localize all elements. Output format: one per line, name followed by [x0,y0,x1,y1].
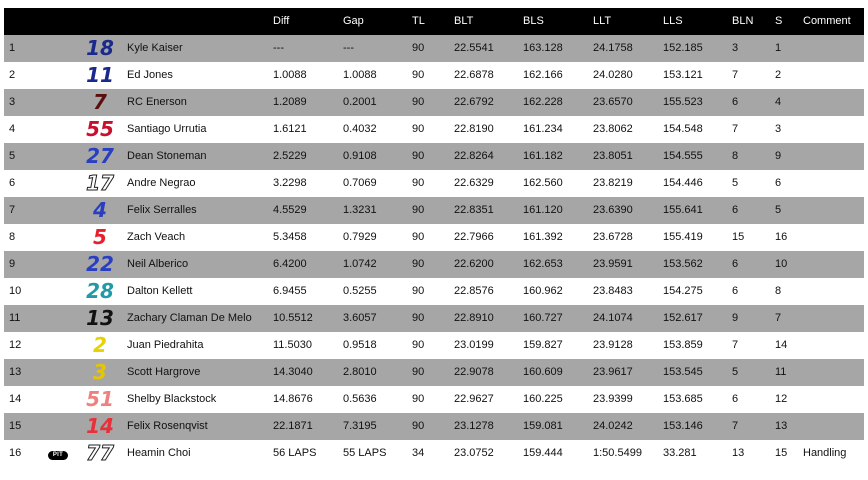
table-row[interactable] [4,278,864,305]
start-position: 11 [775,366,787,378]
diff: 2.5229 [273,150,307,162]
driver-name[interactable]: Felix Rosenqvist [127,420,208,432]
pit-cell [48,359,72,386]
position: 5 [9,150,16,162]
driver-name[interactable]: Neil Alberico [127,258,189,270]
diff: 1.0088 [273,69,307,81]
best-lap-number: 6 [732,285,739,297]
diff: 5.3458 [273,231,307,243]
best-lap-number: 3 [732,42,739,54]
driver-name[interactable]: Zach Veach [127,231,186,243]
driver-name[interactable]: Santiago Urrutia [127,123,207,135]
best-lap-speed: 161.234 [523,123,563,135]
table-row[interactable] [4,386,864,413]
header-s: S [775,15,783,27]
start-position: 4 [775,96,782,108]
diff: 22.1871 [273,420,313,432]
gap: 7.3195 [343,420,377,432]
gap: 2.8010 [343,366,377,378]
total-laps: 90 [412,123,425,135]
total-laps: 90 [412,393,425,405]
timing-table [4,8,864,467]
total-laps: 90 [412,366,425,378]
driver-name[interactable]: Zachary Claman De Melo [127,312,252,324]
last-lap-speed: 153.146 [663,420,703,432]
best-lap-time: 22.7966 [454,231,494,243]
diff: 10.5512 [273,312,313,324]
last-lap-time: 24.0280 [593,69,633,81]
last-lap-time: 1:50.5499 [593,447,642,459]
best-lap-number: 6 [732,393,739,405]
best-lap-speed: 160.609 [523,366,563,378]
driver-name[interactable]: Felix Serralles [127,204,197,216]
gap: 0.5636 [343,393,377,405]
header-num [78,8,122,35]
position: 1 [9,42,16,54]
last-lap-speed: 154.275 [663,285,703,297]
pit-cell [48,62,72,89]
car-number-logo: 17 [86,171,114,195]
total-laps: 90 [412,258,425,270]
header-tl: TL [412,15,425,27]
best-lap-time: 22.9078 [454,366,494,378]
diff: --- [273,42,284,54]
last-lap-speed: 154.555 [663,150,703,162]
pit-cell [48,89,72,116]
total-laps: 34 [412,447,425,459]
total-laps: 90 [412,285,425,297]
position: 8 [9,231,16,243]
car-number-logo: 27 [86,144,114,168]
last-lap-speed: 155.419 [663,231,703,243]
car-number-logo: 2 [93,333,107,357]
header-comment: Comment [803,15,851,27]
last-lap-speed: 152.617 [663,312,703,324]
position: 13 [9,366,22,378]
diff: 3.2298 [273,177,307,189]
pit-cell [48,332,72,359]
last-lap-speed: 153.121 [663,69,703,81]
pit-badge-icon: PIT [48,451,68,460]
best-lap-speed: 162.560 [523,177,563,189]
start-position: 15 [775,447,788,459]
gap: 0.9108 [343,150,377,162]
best-lap-time: 22.6878 [454,69,494,81]
best-lap-time: 22.9627 [454,393,494,405]
best-lap-number: 13 [732,447,745,459]
last-lap-speed: 154.446 [663,177,703,189]
position: 16 [9,447,22,459]
driver-name[interactable]: Juan Piedrahita [127,339,204,351]
table-row[interactable] [4,170,864,197]
best-lap-speed: 161.182 [523,150,563,162]
best-lap-time: 22.8351 [454,204,494,216]
best-lap-speed: 161.120 [523,204,563,216]
pit-cell [48,170,72,197]
position: 9 [9,258,16,270]
table-row[interactable] [4,224,864,251]
driver-name[interactable]: Heamin Choi [127,447,191,459]
last-lap-speed: 153.685 [663,393,703,405]
best-lap-time: 22.6792 [454,96,494,108]
best-lap-speed: 159.081 [523,420,563,432]
diff: 1.6121 [273,123,307,135]
car-number-logo: 18 [86,36,114,60]
last-lap-speed: 155.523 [663,96,703,108]
pit-cell [48,440,72,467]
table-body [4,35,864,467]
car-number-logo: 7 [93,90,107,114]
last-lap-time: 23.9591 [593,258,633,270]
gap: 1.3231 [343,204,377,216]
best-lap-time: 22.8576 [454,285,494,297]
total-laps: 90 [412,177,425,189]
table-row[interactable] [4,116,864,143]
car-number-logo: 55 [86,117,114,141]
best-lap-number: 6 [732,204,739,216]
header-gap: Gap [343,15,364,27]
car-number-logo: 77 [86,441,114,465]
best-lap-speed: 160.962 [523,285,563,297]
best-lap-number: 5 [732,366,739,378]
diff: 1.2089 [273,96,307,108]
best-lap-time: 22.5541 [454,42,494,54]
car-number-logo: 5 [93,225,107,249]
total-laps: 90 [412,312,425,324]
last-lap-time: 23.9617 [593,366,633,378]
table-row[interactable] [4,251,864,278]
diff: 4.5529 [273,204,307,216]
best-lap-time: 22.6329 [454,177,494,189]
pit-cell [48,116,72,143]
best-lap-number: 5 [732,177,739,189]
gap: 1.0742 [343,258,377,270]
best-lap-time: 22.8190 [454,123,494,135]
pit-cell [48,35,72,62]
start-position: 12 [775,393,788,405]
gap: 0.7069 [343,177,377,189]
best-lap-speed: 162.653 [523,258,563,270]
table-row[interactable] [4,359,864,386]
best-lap-time: 22.6200 [454,258,494,270]
table-row[interactable] [4,143,864,170]
driver-name[interactable]: Andre Negrao [127,177,196,189]
gap: 0.4032 [343,123,377,135]
gap: 0.7929 [343,231,377,243]
table-row[interactable] [4,440,864,467]
last-lap-time: 23.6570 [593,96,633,108]
position: 14 [9,393,22,405]
start-position: 8 [775,285,782,297]
start-position: 1 [775,42,782,54]
header-blt: BLT [454,15,474,27]
best-lap-number: 6 [732,258,739,270]
table-header [4,8,864,35]
best-lap-time: 23.0752 [454,447,494,459]
diff: 6.9455 [273,285,307,297]
driver-name[interactable]: Shelby Blackstock [127,393,217,405]
total-laps: 90 [412,96,425,108]
table-row[interactable] [4,62,864,89]
diff: 11.5030 [273,339,312,351]
last-lap-time: 24.1074 [593,312,633,324]
table-row[interactable] [4,197,864,224]
best-lap-number: 9 [732,312,739,324]
gap: 1.0088 [343,69,377,81]
best-lap-time: 23.0199 [454,339,494,351]
last-lap-speed: 153.859 [663,339,703,351]
car-number-logo: 3 [93,360,107,384]
start-position: 6 [775,177,782,189]
best-lap-time: 22.8264 [454,150,494,162]
last-lap-time: 24.1758 [593,42,633,54]
pit-cell [48,251,72,278]
start-position: 10 [775,258,788,270]
table-row[interactable] [4,413,864,440]
start-position: 5 [775,204,782,216]
gap: 0.2001 [343,96,377,108]
table-row[interactable] [4,89,864,116]
last-lap-time: 24.0242 [593,420,633,432]
diff: 14.3040 [273,366,313,378]
pit-cell [48,224,72,251]
start-position: 13 [775,420,788,432]
best-lap-number: 7 [732,420,739,432]
total-laps: 90 [412,339,425,351]
pit-cell [48,305,72,332]
position: 2 [9,69,16,81]
start-position: 3 [775,123,782,135]
driver-name[interactable]: RC Enerson [127,96,187,108]
best-lap-speed: 162.228 [523,96,563,108]
position: 6 [9,177,16,189]
pit-cell [48,197,72,224]
best-lap-number: 7 [732,123,739,135]
table-row[interactable] [4,305,864,332]
last-lap-speed: 153.562 [663,258,703,270]
best-lap-speed: 159.444 [523,447,563,459]
start-position: 2 [775,69,782,81]
best-lap-speed: 163.128 [523,42,563,54]
gap: 0.9518 [343,339,377,351]
best-lap-number: 7 [732,69,739,81]
car-number-logo: 51 [86,387,114,411]
gap: 55 LAPS [343,447,387,459]
driver-name[interactable]: Dalton Kellett [127,285,193,297]
position: 12 [9,339,22,351]
position: 10 [9,285,22,297]
position: 4 [9,123,16,135]
header-llt: LLT [593,15,612,27]
start-position: 9 [775,150,782,162]
total-laps: 90 [412,69,425,81]
pit-cell [48,278,72,305]
car-number-logo: 4 [93,198,107,222]
header-diff: Diff [273,15,290,27]
position: 3 [9,96,16,108]
total-laps: 90 [412,204,425,216]
car-number-logo: 13 [86,306,114,330]
last-lap-time: 23.8051 [593,150,633,162]
table-row[interactable] [4,332,864,359]
position: 15 [9,420,22,432]
header-bls: BLS [523,15,544,27]
last-lap-speed: 154.548 [663,123,703,135]
comment: Handling [803,447,847,459]
best-lap-speed: 161.392 [523,231,563,243]
driver-name[interactable]: Dean Stoneman [127,150,207,162]
driver-name[interactable]: Scott Hargrove [127,366,201,378]
last-lap-speed: 33.281 [663,447,697,459]
start-position: 16 [775,231,788,243]
position: 11 [9,312,21,324]
best-lap-time: 22.8910 [454,312,494,324]
last-lap-speed: 155.641 [663,204,703,216]
car-number-logo: 28 [86,279,114,303]
best-lap-number: 8 [732,150,739,162]
car-number-logo: 14 [86,414,114,438]
best-lap-number: 15 [732,231,745,243]
last-lap-time: 23.8483 [593,285,633,297]
best-lap-speed: 160.727 [523,312,563,324]
driver-name[interactable]: Kyle Kaiser [127,42,183,54]
header-lls: LLS [663,15,683,27]
pit-cell [48,413,72,440]
best-lap-number: 6 [732,96,739,108]
last-lap-time: 23.6390 [593,204,633,216]
gap: 0.5255 [343,285,377,297]
best-lap-speed: 160.225 [523,393,563,405]
total-laps: 90 [412,42,425,54]
total-laps: 90 [412,150,425,162]
best-lap-speed: 159.827 [523,339,563,351]
pit-cell [48,143,72,170]
pit-cell [48,386,72,413]
car-number-logo: 11 [86,63,114,87]
last-lap-time: 23.9128 [593,339,633,351]
best-lap-time: 23.1278 [454,420,494,432]
last-lap-speed: 153.545 [663,366,703,378]
table-row[interactable] [4,35,864,62]
last-lap-time: 23.8219 [593,177,633,189]
position: 7 [9,204,16,216]
diff: 14.8676 [273,393,313,405]
best-lap-speed: 162.166 [523,69,563,81]
gap: --- [343,42,354,54]
start-position: 7 [775,312,782,324]
total-laps: 90 [412,231,425,243]
last-lap-speed: 152.185 [663,42,703,54]
last-lap-time: 23.6728 [593,231,633,243]
driver-name[interactable]: Ed Jones [127,69,173,81]
diff: 56 LAPS [273,447,317,459]
car-number-logo: 22 [86,252,114,276]
start-position: 14 [775,339,788,351]
total-laps: 90 [412,420,425,432]
best-lap-number: 7 [732,339,739,351]
gap: 3.6057 [343,312,377,324]
last-lap-time: 23.8062 [593,123,633,135]
diff: 6.4200 [273,258,307,270]
header-bln: BLN [732,15,754,27]
last-lap-time: 23.9399 [593,393,633,405]
